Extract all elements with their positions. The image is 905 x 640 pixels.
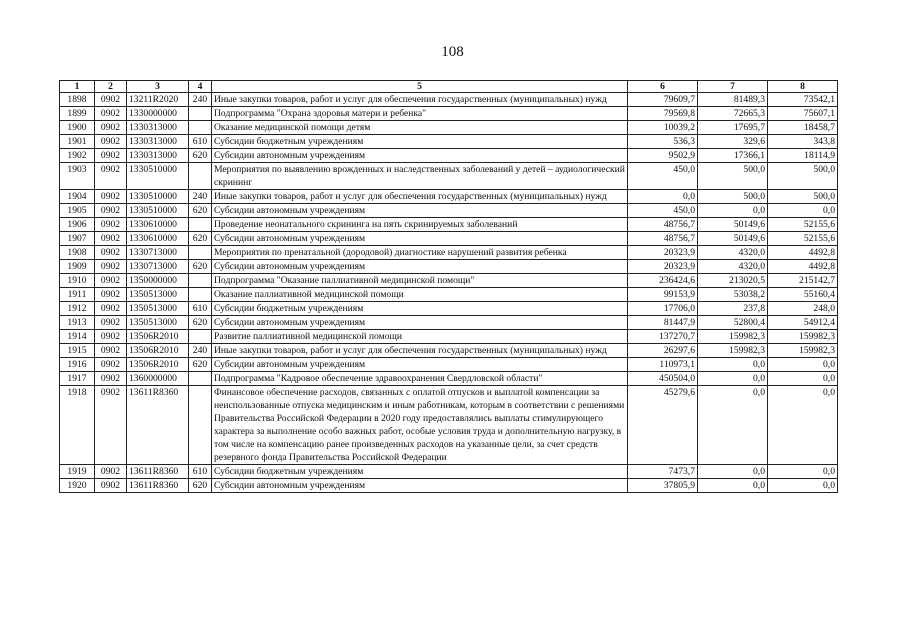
column-header: 8 [768,81,838,93]
budget-table [59,80,838,493]
column-header: 1 [60,81,95,93]
description-cell: Субсидии бюджетным учреждениям [212,135,628,149]
section-code-cell: 0902 [95,316,127,330]
section-code-cell: 0902 [95,330,127,344]
row-number-cell: 1898 [60,93,95,107]
amount-cell: 79569,8 [628,107,698,121]
row-number-cell: 1909 [60,260,95,274]
amount-cell: 159982,3 [768,330,838,344]
section-code-cell: 0902 [95,386,127,465]
section-code-cell: 0902 [95,232,127,246]
amount-cell: 79609,7 [628,93,698,107]
amount-cell: 0,0 [698,358,768,372]
expense-type-cell: 610 [189,135,212,149]
row-number-cell: 1902 [60,149,95,163]
amount-cell: 110973,1 [628,358,698,372]
amount-cell: 7473,7 [628,465,698,479]
amount-cell: 4492,8 [768,246,838,260]
amount-cell: 48756,7 [628,232,698,246]
target-code-cell: 1330313000 [127,121,189,135]
expense-type-cell [189,121,212,135]
row-number-cell: 1910 [60,274,95,288]
description-cell: Субсидии бюджетным учреждениям [212,302,628,316]
description-cell: Субсидии автономным учреждениям [212,204,628,218]
target-code-cell: 1330510000 [127,163,189,190]
table-row [60,330,838,344]
section-code-cell: 0902 [95,121,127,135]
amount-cell: 450,0 [628,163,698,190]
column-header: 6 [628,81,698,93]
amount-cell: 0,0 [698,465,768,479]
section-code-cell: 0902 [95,93,127,107]
amount-cell: 500,0 [698,163,768,190]
target-code-cell: 13211R2020 [127,93,189,107]
expense-type-cell [189,107,212,121]
expense-type-cell: 620 [189,260,212,274]
table-row [60,316,838,330]
description-cell: Мероприятия по пренатальной (дородовой) диагностике нарушений развития ребенка [212,246,628,260]
column-header: 7 [698,81,768,93]
table-row [60,260,838,274]
description-cell: Финансовое обеспечение расходов, связанных с оплатой отпусков и выплатой компенсации за неиспользованные отпуска медицинским и иным работникам, которым в соответствии с решениями Правительства Российской Федерации в 2020 году предоставлялись выплаты стимулирующего характера за выполнение особо важных работ, особые условия труда и дополнительную нагрузку, в том числе на компенсацию ранее произведенных расходов на указанные цели, за счет средств резервного фонда Правительства Российской Федерации [212,386,628,465]
amount-cell: 10039,2 [628,121,698,135]
amount-cell: 72665,3 [698,107,768,121]
target-code-cell: 1330610000 [127,232,189,246]
amount-cell: 17706,0 [628,302,698,316]
description-cell: Оказание медицинской помощи детям [212,121,628,135]
amount-cell: 500,0 [698,190,768,204]
amount-cell: 0,0 [698,204,768,218]
amount-cell: 18114,9 [768,149,838,163]
row-number-cell: 1918 [60,386,95,465]
amount-cell: 37805,9 [628,479,698,493]
column-header: 2 [95,81,127,93]
table-row [60,479,838,493]
description-cell: Субсидии автономным учреждениям [212,149,628,163]
amount-cell: 0,0 [768,465,838,479]
amount-cell: 329,6 [698,135,768,149]
table-row [60,465,838,479]
target-code-cell: 1330510000 [127,190,189,204]
expense-type-cell: 620 [189,204,212,218]
amount-cell: 20323,9 [628,246,698,260]
amount-cell: 0,0 [628,190,698,204]
amount-cell: 159982,3 [768,344,838,358]
section-code-cell: 0902 [95,149,127,163]
description-cell: Иные закупки товаров, работ и услуг для обеспечения государственных (муниципальных) нужд [212,344,628,358]
table-row [60,135,838,149]
amount-cell: 236424,6 [628,274,698,288]
expense-type-cell [189,246,212,260]
row-number-cell: 1920 [60,479,95,493]
table-row [60,163,838,190]
description-cell: Субсидии автономным учреждениям [212,479,628,493]
amount-cell: 0,0 [698,386,768,465]
target-code-cell: 13611R8360 [127,479,189,493]
amount-cell: 50149,6 [698,218,768,232]
target-code-cell: 1330713000 [127,246,189,260]
expense-type-cell [189,218,212,232]
section-code-cell: 0902 [95,344,127,358]
table-row [60,121,838,135]
description-cell: Подпрограмма "Охрана здоровья матери и ребенка" [212,107,628,121]
amount-cell: 500,0 [768,163,838,190]
description-cell: Субсидии автономным учреждениям [212,232,628,246]
section-code-cell: 0902 [95,260,127,274]
description-cell: Субсидии автономным учреждениям [212,358,628,372]
amount-cell: 81489,3 [698,93,768,107]
row-number-cell: 1915 [60,344,95,358]
expense-type-cell: 240 [189,190,212,204]
table-row [60,288,838,302]
amount-cell: 0,0 [768,358,838,372]
section-code-cell: 0902 [95,204,127,218]
table-row [60,372,838,386]
description-cell: Мероприятия по выявлению врожденных и наследственных заболеваний у детей – аудиологический скрининг [212,163,628,190]
expense-type-cell [189,330,212,344]
row-number-cell: 1916 [60,358,95,372]
section-code-cell: 0902 [95,479,127,493]
table-row [60,274,838,288]
amount-cell: 52155,6 [768,218,838,232]
section-code-cell: 0902 [95,288,127,302]
amount-cell: 213020,5 [698,274,768,288]
description-cell: Субсидии бюджетным учреждениям [212,465,628,479]
row-number-cell: 1911 [60,288,95,302]
section-code-cell: 0902 [95,190,127,204]
expense-type-cell: 620 [189,358,212,372]
target-code-cell: 1350513000 [127,316,189,330]
expense-type-cell: 610 [189,465,212,479]
description-cell: Подпрограмма "Кадровое обеспечение здравоохранения Свердловской области" [212,372,628,386]
section-code-cell: 0902 [95,163,127,190]
section-code-cell: 0902 [95,358,127,372]
row-number-cell: 1914 [60,330,95,344]
expense-type-cell [189,372,212,386]
target-code-cell: 1330510000 [127,204,189,218]
amount-cell: 343,8 [768,135,838,149]
amount-cell: 45279,6 [628,386,698,465]
amount-cell: 0,0 [768,386,838,465]
column-header: 4 [189,81,212,93]
description-cell: Развитие паллиативной медицинской помощи [212,330,628,344]
table-row [60,344,838,358]
amount-cell: 500,0 [768,190,838,204]
expense-type-cell: 240 [189,344,212,358]
target-code-cell: 13611R8360 [127,465,189,479]
amount-cell: 4320,0 [698,246,768,260]
table-row [60,107,838,121]
section-code-cell: 0902 [95,107,127,121]
expense-type-cell: 620 [189,479,212,493]
amount-cell: 9502,9 [628,149,698,163]
section-code-cell: 0902 [95,246,127,260]
amount-cell: 536,3 [628,135,698,149]
amount-cell: 248,0 [768,302,838,316]
row-number-cell: 1901 [60,135,95,149]
table-row [60,190,838,204]
expense-type-cell [189,288,212,302]
amount-cell: 237,8 [698,302,768,316]
row-number-cell: 1919 [60,465,95,479]
amount-cell: 4320,0 [698,260,768,274]
amount-cell: 81447,9 [628,316,698,330]
table-body [60,93,838,493]
description-cell: Субсидии автономным учреждениям [212,260,628,274]
amount-cell: 0,0 [698,479,768,493]
section-code-cell: 0902 [95,302,127,316]
amount-cell: 75607,1 [768,107,838,121]
table-row [60,246,838,260]
description-cell: Иные закупки товаров, работ и услуг для обеспечения государственных (муниципальных) нужд [212,93,628,107]
section-code-cell: 0902 [95,465,127,479]
amount-cell: 50149,6 [698,232,768,246]
target-code-cell: 1330313000 [127,135,189,149]
expense-type-cell: 620 [189,316,212,330]
table-row [60,218,838,232]
target-code-cell: 1330713000 [127,260,189,274]
expense-type-cell: 620 [189,232,212,246]
amount-cell: 159982,3 [698,344,768,358]
amount-cell: 450504,0 [628,372,698,386]
target-code-cell: 13506R2010 [127,330,189,344]
amount-cell: 48756,7 [628,218,698,232]
amount-cell: 0,0 [768,372,838,386]
target-code-cell: 1330610000 [127,218,189,232]
section-code-cell: 0902 [95,135,127,149]
description-cell: Иные закупки товаров, работ и услуг для обеспечения государственных (муниципальных) нужд [212,190,628,204]
target-code-cell: 13506R2010 [127,358,189,372]
amount-cell: 26297,6 [628,344,698,358]
amount-cell: 54912,4 [768,316,838,330]
row-number-cell: 1917 [60,372,95,386]
amount-cell: 215142,7 [768,274,838,288]
amount-cell: 17695,7 [698,121,768,135]
expense-type-cell [189,274,212,288]
row-number-cell: 1899 [60,107,95,121]
amount-cell: 0,0 [698,372,768,386]
row-number-cell: 1912 [60,302,95,316]
description-cell: Проведение неонатального скрининга на пять скринируемых заболеваний [212,218,628,232]
table-row [60,93,838,107]
row-number-cell: 1908 [60,246,95,260]
target-code-cell: 1330313000 [127,149,189,163]
expense-type-cell [189,386,212,465]
amount-cell: 52800,4 [698,316,768,330]
table-row [60,232,838,246]
target-code-cell: 13611R8360 [127,386,189,465]
table-row [60,204,838,218]
page-number: 108 [441,44,464,60]
row-number-cell: 1907 [60,232,95,246]
section-code-cell: 0902 [95,274,127,288]
amount-cell: 17366,1 [698,149,768,163]
section-code-cell: 0902 [95,372,127,386]
amount-cell: 159982,3 [698,330,768,344]
target-code-cell: 1350513000 [127,288,189,302]
expense-type-cell: 240 [189,93,212,107]
amount-cell: 18458,7 [768,121,838,135]
description-cell: Подпрограмма "Оказание паллиативной медицинской помощи" [212,274,628,288]
amount-cell: 73542,1 [768,93,838,107]
header-row [60,81,838,93]
amount-cell: 20323,9 [628,260,698,274]
table-row [60,386,838,465]
amount-cell: 55160,4 [768,288,838,302]
row-number-cell: 1903 [60,163,95,190]
target-code-cell: 1350000000 [127,274,189,288]
row-number-cell: 1906 [60,218,95,232]
row-number-cell: 1913 [60,316,95,330]
amount-cell: 0,0 [768,204,838,218]
section-code-cell: 0902 [95,218,127,232]
amount-cell: 53038,2 [698,288,768,302]
amount-cell: 99153,9 [628,288,698,302]
amount-cell: 137270,7 [628,330,698,344]
target-code-cell: 1350513000 [127,302,189,316]
target-code-cell: 1360000000 [127,372,189,386]
column-header: 5 [212,81,628,93]
column-header: 3 [127,81,189,93]
description-cell: Субсидии автономным учреждениям [212,316,628,330]
table-row [60,358,838,372]
target-code-cell: 1330000000 [127,107,189,121]
expense-type-cell: 610 [189,302,212,316]
amount-cell: 0,0 [768,479,838,493]
table-row [60,149,838,163]
amount-cell: 52155,6 [768,232,838,246]
table-row [60,302,838,316]
amount-cell: 4492,8 [768,260,838,274]
row-number-cell: 1905 [60,204,95,218]
row-number-cell: 1904 [60,190,95,204]
expense-type-cell: 620 [189,149,212,163]
amount-cell: 450,0 [628,204,698,218]
description-cell: Оказание паллиативной медицинской помощи [212,288,628,302]
target-code-cell: 13506R2010 [127,344,189,358]
expense-type-cell [189,163,212,190]
row-number-cell: 1900 [60,121,95,135]
